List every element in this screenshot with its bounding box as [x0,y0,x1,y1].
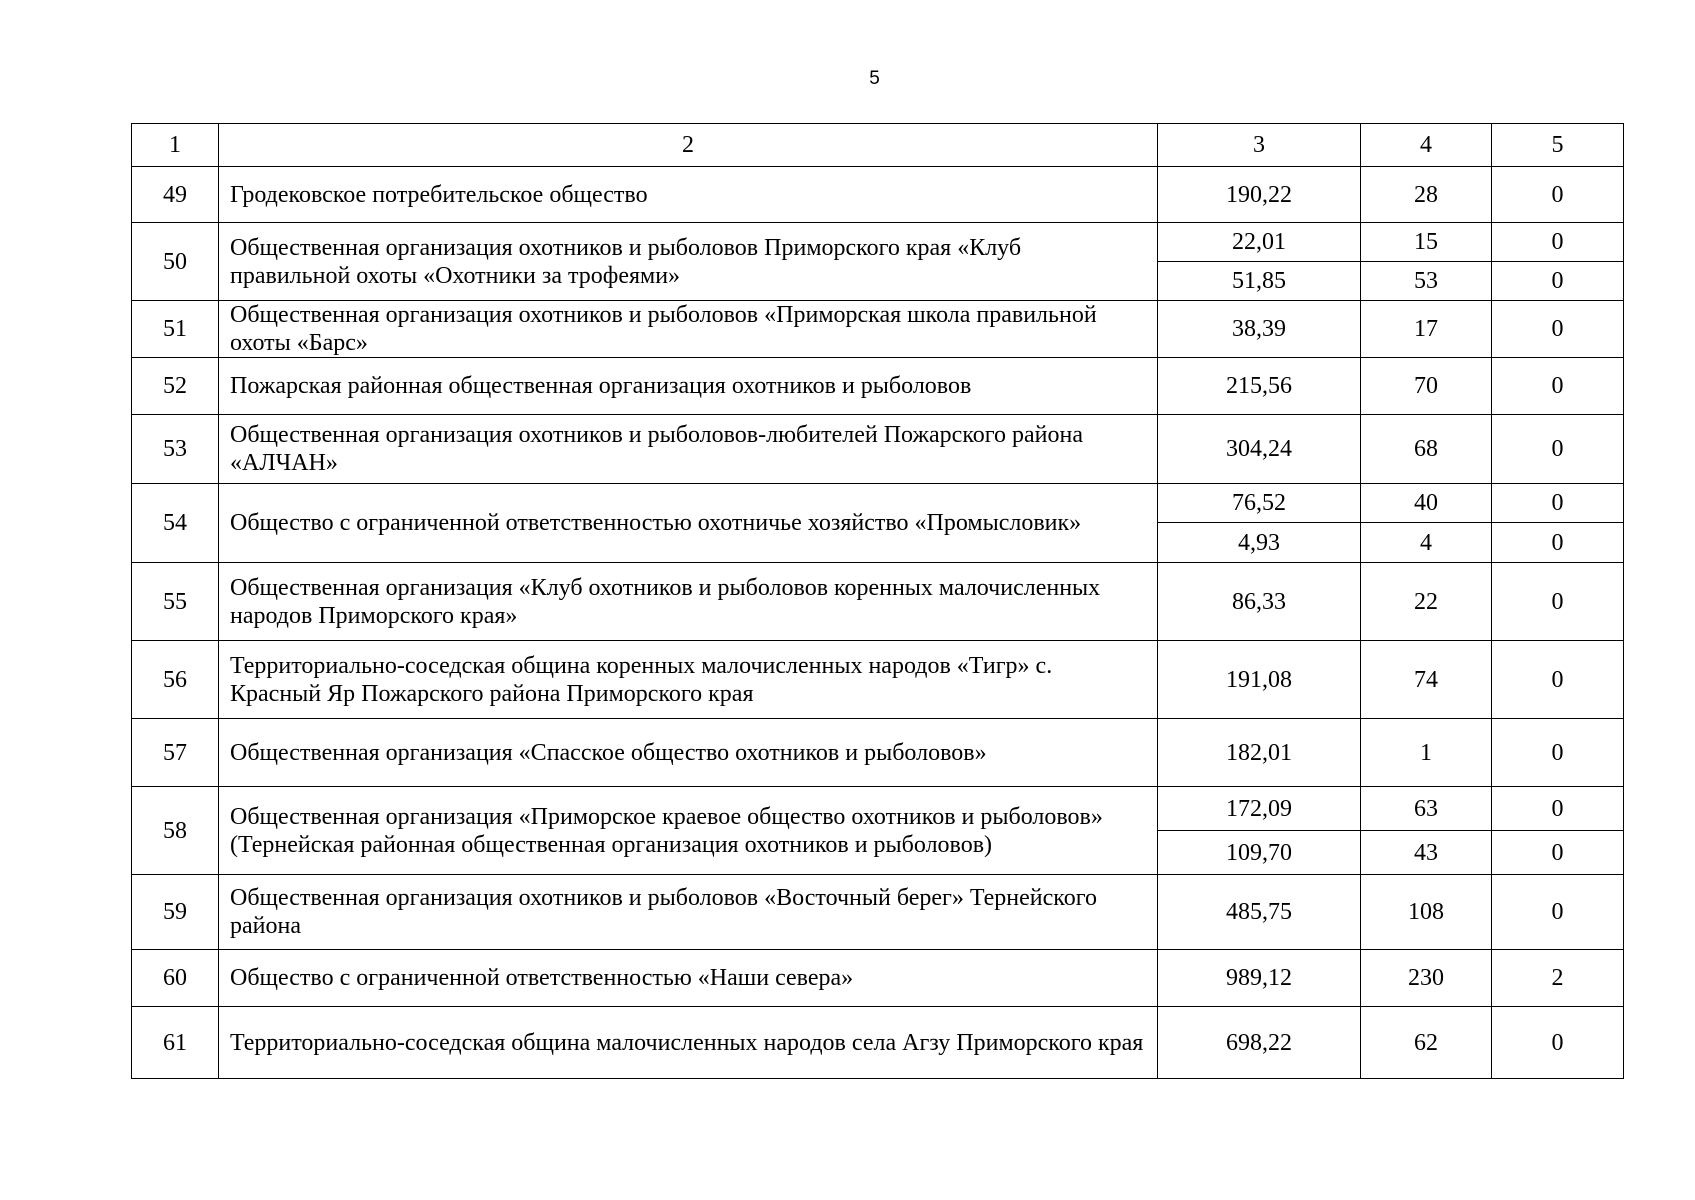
organization-name-cell: Общество с ограниченной ответственностью охотничье хозяйство «Промысловик» [219,484,1158,563]
organization-name-cell: Территориально-соседская община коренных малочисленных народов «Тигр» с. Красный Яр Пожарского района Приморского края [219,641,1158,719]
organization-name-cell: Общественная организация «Клуб охотников и рыболовов коренных малочисленных народов Приморского края» [219,563,1158,641]
row-number-cell: 55 [132,563,219,641]
row-number-cell: 56 [132,641,219,719]
col5-value-cell: 0 [1492,301,1624,358]
organization-name-cell: Общественная организация «Спасское общество охотников и рыболовов» [219,719,1158,787]
organization-name-cell: Общественная организация охотников и рыболовов «Приморская школа правильной охоты «Барс» [219,301,1158,358]
area-value-cell: 172,09 [1158,787,1361,831]
organization-name-cell: Общественная организация охотников и рыболовов «Восточный берег» Тернейского района [219,875,1158,950]
table-row [132,167,1624,223]
table-row [132,875,1624,950]
table-row [132,1007,1624,1079]
area-value-cell: 485,75 [1158,875,1361,950]
row-number-cell: 57 [132,719,219,787]
col5-value-cell: 0 [1492,831,1624,875]
row-number-cell: 49 [132,167,219,223]
table-row [132,787,1624,831]
col5-value-cell: 0 [1492,1007,1624,1079]
organization-name-cell: Общественная организация охотников и рыболовов-любителей Пожарского района «АЛЧАН» [219,415,1158,484]
count-value-cell: 53 [1361,262,1492,301]
row-number-cell: 51 [132,301,219,358]
area-value-cell: 304,24 [1158,415,1361,484]
table-row [132,484,1624,523]
row-number-cell: 53 [132,415,219,484]
count-value-cell: 63 [1361,787,1492,831]
area-value-cell: 51,85 [1158,262,1361,301]
area-value-cell: 22,01 [1158,223,1361,262]
col5-value-cell: 0 [1492,641,1624,719]
col5-value-cell: 2 [1492,950,1624,1007]
count-value-cell: 40 [1361,484,1492,523]
col5-value-cell: 0 [1492,563,1624,641]
col5-value-cell: 0 [1492,719,1624,787]
organization-name-cell: Гродековское потребительское общество [219,167,1158,223]
table-row [132,641,1624,719]
count-value-cell: 17 [1361,301,1492,358]
count-value-cell: 1 [1361,719,1492,787]
table-row [132,950,1624,1007]
row-number-cell: 59 [132,875,219,950]
area-value-cell: 76,52 [1158,484,1361,523]
page-number: 5 [869,68,880,89]
col5-value-cell: 0 [1492,787,1624,831]
header-cell: 5 [1492,124,1624,167]
organization-name-cell: Общественная организация охотников и рыболовов Приморского края «Клуб правильной охоты «Охотники за трофеями» [219,223,1158,301]
col5-value-cell: 0 [1492,484,1624,523]
row-number-cell: 61 [132,1007,219,1079]
row-number-cell: 58 [132,787,219,875]
area-value-cell: 4,93 [1158,523,1361,563]
count-value-cell: 28 [1361,167,1492,223]
table-header-row [132,124,1624,167]
col5-value-cell: 0 [1492,262,1624,301]
header-cell: 2 [219,124,1158,167]
header-cell: 1 [132,124,219,167]
header-cell: 4 [1361,124,1492,167]
area-value-cell: 109,70 [1158,831,1361,875]
organization-name-cell: Территориально-соседская община малочисленных народов села Агзу Приморского края [219,1007,1158,1079]
organization-name-cell: Общество с ограниченной ответственностью «Наши севера» [219,950,1158,1007]
organization-name-cell: Общественная организация «Приморское краевое общество охотников и рыболовов» (Тернейская районная общественная организация охотников и рыболовов) [219,787,1158,875]
area-value-cell: 989,12 [1158,950,1361,1007]
count-value-cell: 62 [1361,1007,1492,1079]
data-table [131,123,1624,1079]
area-value-cell: 182,01 [1158,719,1361,787]
table-row [132,223,1624,262]
area-value-cell: 191,08 [1158,641,1361,719]
table-row [132,301,1624,358]
table-row [132,358,1624,415]
row-number-cell: 50 [132,223,219,301]
table-row [132,719,1624,787]
col5-value-cell: 0 [1492,523,1624,563]
count-value-cell: 68 [1361,415,1492,484]
row-number-cell: 52 [132,358,219,415]
col5-value-cell: 0 [1492,875,1624,950]
table-row [132,415,1624,484]
count-value-cell: 15 [1361,223,1492,262]
col5-value-cell: 0 [1492,358,1624,415]
count-value-cell: 230 [1361,950,1492,1007]
row-number-cell: 60 [132,950,219,1007]
header-cell: 3 [1158,124,1361,167]
col5-value-cell: 0 [1492,167,1624,223]
count-value-cell: 70 [1361,358,1492,415]
area-value-cell: 698,22 [1158,1007,1361,1079]
count-value-cell: 43 [1361,831,1492,875]
count-value-cell: 108 [1361,875,1492,950]
count-value-cell: 4 [1361,523,1492,563]
count-value-cell: 22 [1361,563,1492,641]
organization-name-cell: Пожарская районная общественная организация охотников и рыболовов [219,358,1158,415]
area-value-cell: 215,56 [1158,358,1361,415]
row-number-cell: 54 [132,484,219,563]
area-value-cell: 38,39 [1158,301,1361,358]
area-value-cell: 190,22 [1158,167,1361,223]
count-value-cell: 74 [1361,641,1492,719]
area-value-cell: 86,33 [1158,563,1361,641]
col5-value-cell: 0 [1492,223,1624,262]
col5-value-cell: 0 [1492,415,1624,484]
table-row [132,563,1624,641]
